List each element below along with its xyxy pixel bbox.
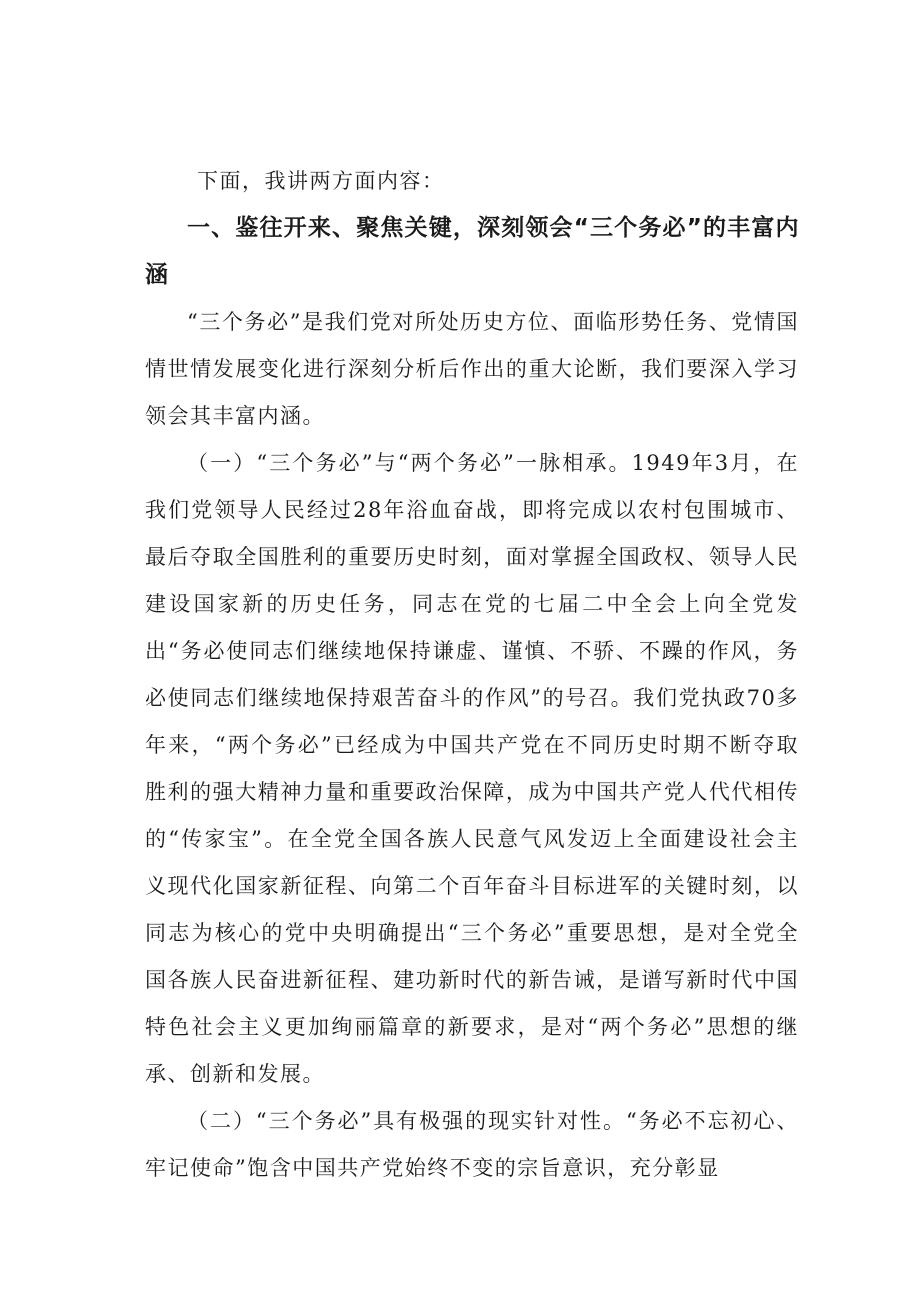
intro-text: 下面，我讲两方面内容：: [197, 169, 445, 193]
paragraph: “三个务必”是我们党对所处历史方位、面临形势任务、党情国情世情发展变化进行深刻分析后作出的重大论断，我们要深入学习领会其丰富内涵。: [145, 310, 799, 428]
paragraph: （一）“三个务必”与“两个务必”一脉相承。1949年3月，在我们党领导人民经过28年浴血奋战，即将完成以农村包围城市、最后夺取全国胜利的重要历史时刻，面对掌握全国政权、领导人民建设国家新的历史任务，同志在党的七届二中全会上向全党发出“务必使同志们继续地保持谦虚、谨慎、不骄、不躁的作风，务必使同志们继续地保持艰苦奋斗的作风”的号召。我们党执政70多年来，“两个务必”已经成为中国共产党在不同历史时期不断夺取胜利的强大精神力量和重要政治保障，成为中国共产党人代代相传的“传家宝”。在全党全国各族人民意气风发迈上全面建设社会主义现代化国家新征程、向第二个百年奋斗目标进军的关键时刻，以同志为核心的党中央明确提出“三个务必”重要思想，是对全党全国各族人民奋进新征程、建功新时代的新告诫，是谱写新时代中国特色社会主义更加绚丽篇章的新要求，是对“两个务必”思想的继承、创新和发展。: [145, 451, 799, 1086]
section-heading: 一、鉴往开来、聚焦关键，深刻领会“三个务必”的丰富内涵: [145, 215, 799, 288]
document-body: [145, 158, 799, 1192]
paragraph: （二）“三个务必”具有极强的现实针对性。“务必不忘初心、牢记使命”饱含中国共产党始终不变的宗旨意识，充分彰显: [145, 1109, 799, 1180]
